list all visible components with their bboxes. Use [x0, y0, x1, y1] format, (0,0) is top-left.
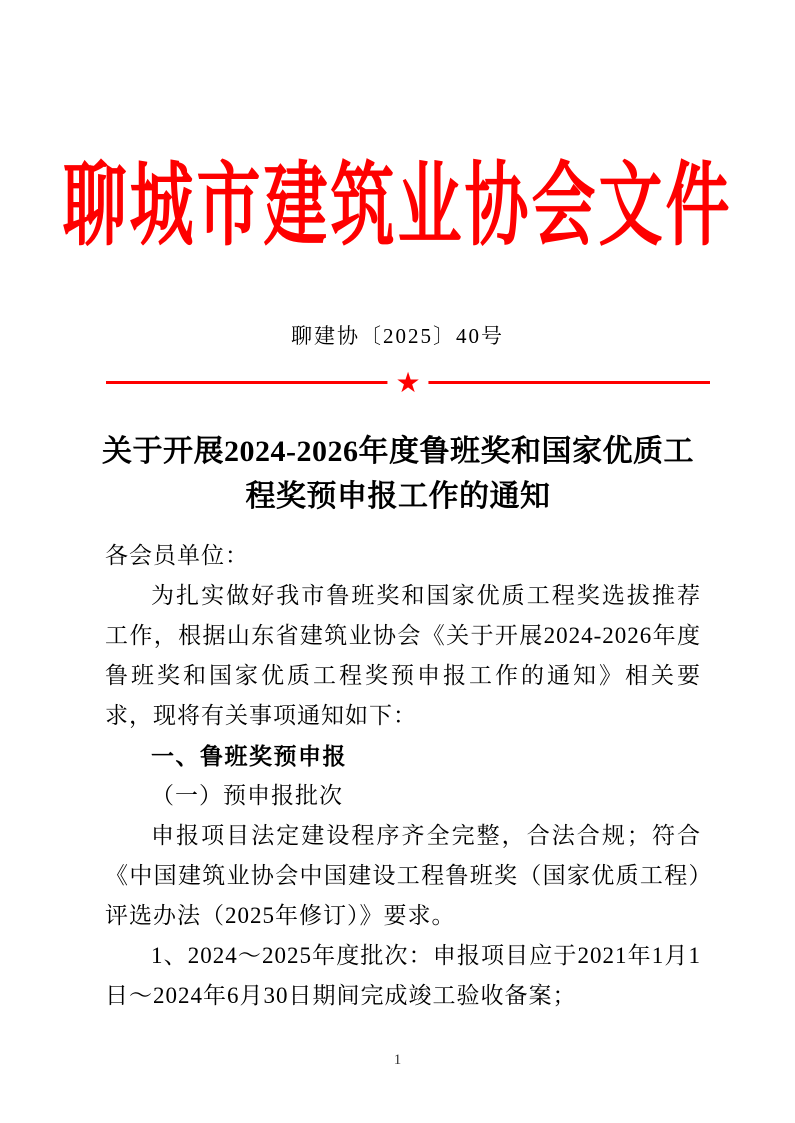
letterhead [0, 155, 795, 258]
subsection-heading-batches: （一）预申报批次 [151, 783, 343, 808]
red-divider [106, 368, 710, 398]
document-body [105, 536, 701, 1016]
star-icon: ★ [387, 368, 428, 398]
salutation: 各会员单位： [105, 543, 249, 568]
page-number: 1 [393, 1052, 402, 1068]
paragraph-batch-1: 1、2024～2025年度批次：申报项目应于2021年1月1日～2024年6月30日期间完成竣工验收备案； [105, 943, 701, 1008]
letterhead-title: 聊城市建筑业协会文件 [62, 155, 733, 257]
document-title: 关于开展2024-2026年度鲁班奖和国家优质工程奖预申报工作的通知 [102, 435, 694, 513]
paragraph-requirements: 申报项目法定建设程序齐全完整，合法合规；符合《中国建筑业协会中国建设工程鲁班奖（国家优质工程）评选办法（2025年修订）》要求。 [105, 823, 701, 928]
doc-number: 聊建协〔2025〕40号 [291, 324, 504, 348]
paragraph-intro: 为扎实做好我市鲁班奖和国家优质工程奖选拔推荐工作，根据山东省建筑业协会《关于开展2024-2026年度鲁班奖和国家优质工程奖预申报工作的通知》相关要求，现将有关事项通知如下： [105, 583, 701, 728]
section-heading-luban-pre-application: 一、鲁班奖预申报 [151, 743, 347, 769]
